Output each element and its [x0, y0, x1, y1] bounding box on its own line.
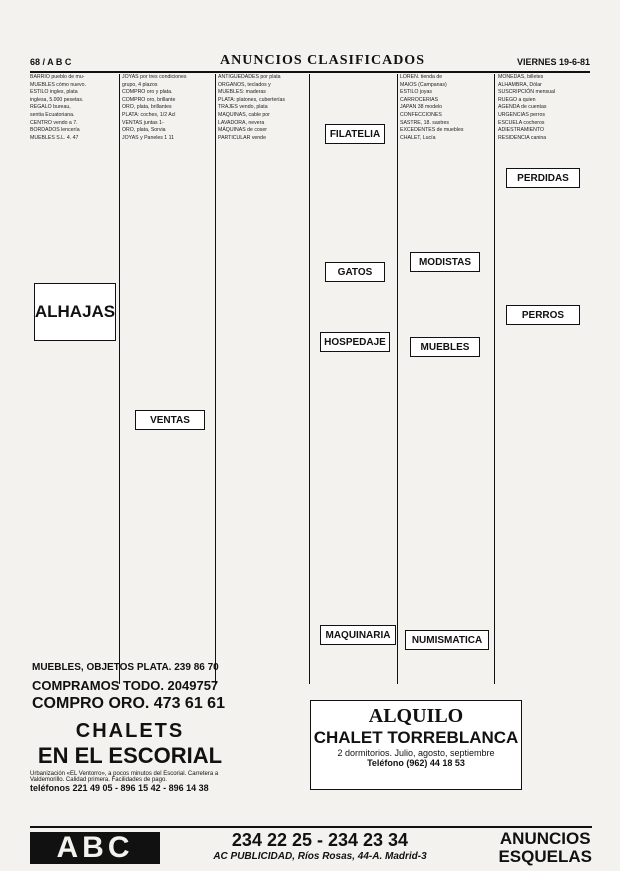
strip-compramos: COMPRAMOS TODO. 2049757 [32, 678, 219, 693]
section-perros: PERROS [506, 305, 580, 325]
section-hospedaje: HOSPEDAJE [320, 332, 390, 352]
ad-alquilo-name: CHALET TORREBLANCA [313, 728, 519, 747]
column-2: JOYAS por tres condiciones grupo, 4 plazos COMPRO oro y plata. COMPRO oro, brillante ORO, plata, brillantes PLATA: coches, 1/2 Acl VENTAS juntas 1- ORO, plata, Sorvia JOYAS y Paneles 1 11 [122, 74, 187, 141]
section-perdidas: PERDIDAS [506, 168, 580, 188]
strip-compro-oro: COMPRO ORO. 473 61 61 [32, 695, 225, 712]
column-5: MONEDAS, billetes ALHAMBRA, Dólar SUSCRIPCIÓN mensual RUEGO a quien AGENDA de cuentas URGENCIAS perros ESCUELA cocheros ADIESTRAMIENTO RESIDENCIA canina [498, 74, 556, 141]
column-rule [215, 74, 216, 684]
footer-phones: 234 22 25 - 234 23 34 [231, 830, 409, 850]
ad-alquilo-body: 2 dormitorios. Julio, agosto, septiembre [337, 748, 495, 758]
ad-chalets-title: CHALETS [75, 720, 185, 742]
column-1: BARRIO pueblo de mu- MUEBLES cómo nuevo. ESTILO ingles, plata inglesa, 5.000 pesetas. REGALO bureau, sentia Ecuatoriana. CENTRO vendo a 7. BORDADOS lencería MUEBLES S.L. 4. 47 [30, 74, 86, 141]
footer-esquelas-line1: ANUNCIOS [499, 829, 591, 848]
ad-chalets-escorial [30, 720, 230, 820]
column-rule [309, 74, 310, 684]
section-alhajas: ALHAJAS [34, 283, 116, 341]
footer-esquelas [498, 830, 592, 866]
footer-esquelas-line2: ESQUELAS [498, 847, 592, 866]
strip-muebles-plata: MUEBLES, OBJETOS PLATA. 239 86 70 [32, 662, 219, 673]
column-3: ANTIGÜEDADES por plata ORGANOS, teclados y MUEBLES: maderas PLATA: platones, cuberterías TRAJES vendo, plata MAQUINAS, cable por LAVADORA, nevera MÁQUINAS de coser PARTICULAR vende [218, 74, 285, 141]
column-4: LOREN. tienda de MAIOS (Campanas) ESTILO joyas CARROCERIAS JAPAN 38 modelo CONFECCIONES SASTRE, 18. sastres EXCEDENTES de muebles CHALET, Lucía [400, 74, 464, 141]
column-rule [119, 74, 120, 684]
footer-agency: AC PUBLICIDAD, Ríos Rosas, 44-A. Madrid-3 [213, 851, 427, 862]
footer-contact [170, 830, 470, 862]
section-maquinaria: MAQUINARIA [320, 625, 396, 645]
section-ventas: VENTAS [135, 410, 205, 430]
ad-alquilo-phone: Teléfono (962) 44 18 53 [367, 758, 465, 768]
ad-alquilo-chalet [310, 700, 522, 790]
page-header [30, 55, 590, 73]
section-numismatica: NUMISMATICA [405, 630, 489, 650]
page-footer [30, 826, 592, 868]
section-modistas: MODISTAS [410, 252, 480, 272]
abc-logo: ABC [30, 832, 160, 864]
section-filatelia: FILATELIA [325, 124, 385, 144]
page-number: 68 / A B C [30, 57, 72, 67]
ad-alquilo-title: ALQUILO [368, 705, 464, 727]
column-rule [494, 74, 495, 684]
ad-chalets-body: Urbanización «EL Ventorro», a pocos minutos del Escorial. Carretera a Valdemorillo. Calidad primera. Facilidades de pago. [30, 771, 219, 783]
section-gatos: GATOS [325, 262, 385, 282]
column-rule [397, 74, 398, 684]
ad-chalets-location: EN EL ESCORIAL [37, 743, 223, 768]
page-title: ANUNCIOS CLASIFICADOS [220, 53, 425, 68]
section-muebles: MUEBLES [410, 337, 480, 357]
issue-date: VIERNES 19-6-81 [516, 57, 590, 67]
ad-chalets-phones: teléfonos 221 49 05 - 896 15 42 - 896 14 38 [30, 783, 209, 793]
